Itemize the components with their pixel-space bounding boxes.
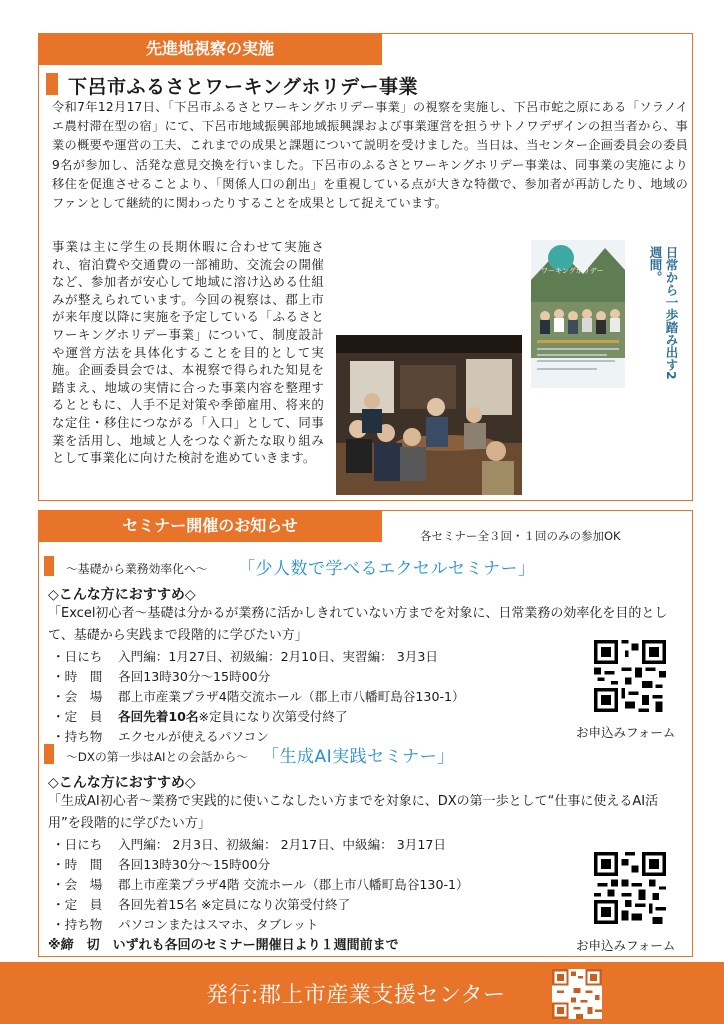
ai-desc: 「生成AI初心者～業務で実践的に使いこなしたい方までを対象に、DXの第一歩として“仕事に使えるAI活用”を段階的に学びたい方」 (48, 794, 659, 831)
excel-desc: 「Excel初心者～基礎は分かるが業務に活かしきれていない方までを対象に、日常業務の効率化を目的として、基礎から実践まで段階的に学びたい方」 (48, 606, 668, 643)
ai-lead: ～DXの第一歩はAIとの会話から～ (66, 750, 249, 764)
ai-capacity-label: ・定 員 (52, 897, 103, 912)
excel-qr-label: お申込みフォーム (576, 725, 676, 740)
excel-capacity-rest: ※定員になり次第受付終了 (198, 709, 348, 724)
ai-qr-code[interactable] (594, 852, 666, 924)
subtitle-marker (46, 73, 58, 95)
excel-venue-label: ・会 場 (52, 689, 103, 704)
meeting-photo (336, 335, 522, 495)
excel-bring-label: ・持ち物 (52, 729, 103, 744)
seminar-section-tab: セミナー開催のお知らせ (38, 510, 382, 542)
footer-qr-code[interactable] (552, 969, 602, 1019)
excel-bring-row (52, 726, 269, 745)
excel-time-row (52, 666, 270, 685)
ai-deadline: ※締 切 いずれも各回のセミナー開催日より１週間前まで (48, 938, 399, 953)
ai-bring: パソコンまたはスマホ、タブレット (118, 917, 319, 932)
ai-venue: 郡上市産業プラザ4階 交流ホール（郡上市八幡町島谷130-1） (118, 877, 469, 892)
ai-capacity-row (52, 894, 350, 913)
excel-date: 入門編：1月27日、初級編：2月10日、実習編： 3月3日 (118, 649, 438, 664)
ai-date: 入門編： 2月3日、初級編： 2月17日、中級編： 3月17日 (118, 837, 446, 852)
ai-title: 「生成AI実践セミナー」 (262, 747, 455, 767)
excel-capacity-label: ・定 員 (52, 709, 103, 724)
visit-side-paragraph: 事業は主に学生の長期休暇に合わせて実施され、宿泊費や交通費の一部補助、交流会の開催など、参加者が安心して地域に溶け込める仕組みが整えられています。今回の視察は、郡上市が来年度以降に実施を予定している「ふるさとワーキングホリデー事業」について、制度設計や運営方法を具体化することを目的として実施。企画委員会では、本視察で得られた知見を踏まえ、地域の実情に合った事業内容を整理するとともに、人手不足対策や季節雇用、将来的な定住・移住につながる「入口」として、同事業を活用し、地域と人をつなぐ新たな取り組みとして事業化に向けた検討を進めていきます。 (52, 239, 324, 466)
excel-title: 「少人数で学べるエクセルセミナー」 (238, 559, 536, 579)
excel-lead: ～基礎から業務効率化へ～ (66, 562, 208, 576)
excel-date-row (52, 646, 438, 665)
ai-bring-row (52, 914, 318, 933)
ai-date-row (52, 834, 446, 853)
excel-bring: エクセルが使えるパソコン (118, 729, 269, 744)
ai-time-label: ・時 間 (52, 857, 103, 872)
ai-capacity: 各回先着15名 ※定員になり次第受付終了 (118, 897, 351, 912)
excel-marker (44, 556, 54, 576)
excel-qr-code[interactable] (594, 640, 666, 712)
ai-venue-label: ・会 場 (52, 877, 103, 892)
excel-venue: 郡上市産業プラザ4階交流ホール（郡上市八幡町島谷130-1） (118, 689, 465, 704)
excel-time-label: ・時 間 (52, 669, 103, 684)
excel-venue-row (52, 686, 465, 705)
excel-capacity-row (52, 706, 348, 725)
ai-time-row (52, 854, 270, 873)
publisher: 発行:郡上市産業支援センター (206, 983, 506, 1008)
flyer-photo (531, 240, 687, 388)
visit-paragraph: 令和7年12月17日、「下呂市ふるさとワーキングホリデー事業」の視察を実施し、下呂市蛇之原にある「ソラノイエ農村滞在型の宿」にて、下呂市地域振興部地域振興課および事業運営を担うサトノワデザインの担当者から、事業の概要や運営の工夫、これまでの成果と課題について説明を受けました。当日は、当センター企画委員会の委員9名が参加し、活発な意見交換を行いました。下呂市のふるさとワーキングホリデー事業は、同事業の実施により移住を促進させることより、「関係人口の創出」を重視している点が大きな特徴で、参加者が再訪したり、地域のファンとして継続的に関わったりすることを成果として捉えています。 (52, 100, 688, 211)
ai-date-label: ・日にち (52, 837, 103, 852)
excel-time: 各回13時30分～15時00分 (118, 669, 271, 684)
visit-subtitle: 下呂市ふるさとワーキングホリデー事業 (68, 76, 419, 98)
seminar-note: 各セミナー全３回・１回のみの参加OK (420, 529, 621, 543)
excel-osusume: ◇こんな方におすすめ◇ (48, 587, 196, 603)
ai-marker (44, 744, 54, 764)
excel-capacity-bold: 各回先着10名 (118, 709, 199, 724)
ai-qr-label: お申込みフォーム (576, 938, 676, 953)
flyer-title: 日常から一歩踏み出す2週間。 (648, 246, 679, 380)
flyer-logo: ワーキングホリデー (541, 267, 604, 275)
ai-bring-label: ・持ち物 (52, 917, 103, 932)
visit-section-tab: 先進地視察の実施 (38, 33, 382, 65)
footer (0, 962, 724, 1024)
ai-time: 各回13時30分～15時00分 (118, 857, 271, 872)
ai-venue-row (52, 874, 469, 893)
ai-osusume: ◇こんな方におすすめ◇ (48, 775, 196, 791)
excel-date-label: ・日にち (52, 649, 103, 664)
